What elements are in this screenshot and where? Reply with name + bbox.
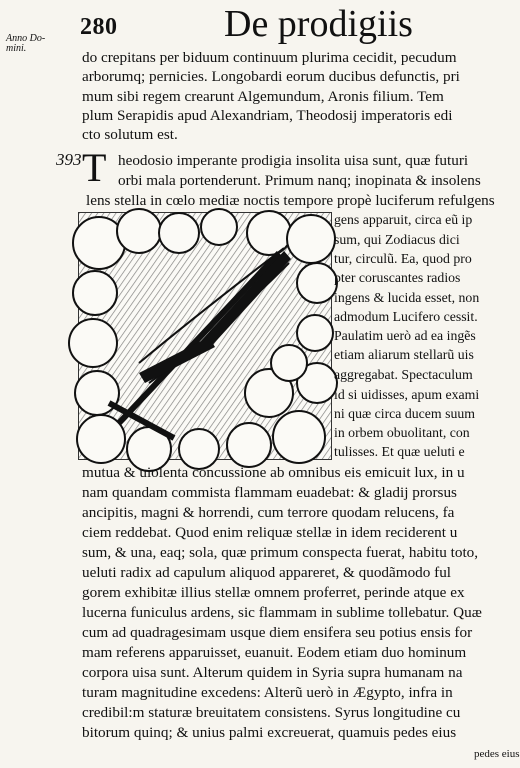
body-line: ueluti radix ad capulum aliquod appareret, & quodãmodo ful [82, 564, 452, 581]
body-line: mam referens apparuisset, euanuit. Eodem etiam duo hominum [82, 644, 467, 661]
body-line: tulisses. Et quæ ueluti e [334, 444, 465, 459]
body-line: ciem reddebat. Quod enim reliquæ stellæ in idem reciderent u [82, 524, 458, 541]
body-line: ingens & lucida esset, non [334, 290, 480, 305]
body-line: turam magnitudine excedens: Alterũ uerò in Ægypto, infra in [82, 684, 453, 701]
body-line: aggregabat. Spectaculum [334, 367, 473, 382]
body-line: heodosio imperante prodigia insolita uisa sunt, quæ futuri [118, 152, 469, 169]
section-number: 393 [56, 150, 82, 169]
body-line: arborumq; pernicies. Longobardi eorum ducibus defunctis, pri [82, 68, 460, 85]
body-line: in orbem obuolitant, con [334, 425, 470, 440]
body-line: do crepitans per biduum continuum plurima cecidit, pecudum [82, 49, 457, 66]
body-line: nam quandam commista flammam euadebat: & gladij prorsus [82, 484, 457, 501]
body-line: etiam aliarum stellarũ uis [334, 347, 474, 362]
body-line: pter coruscantes radios [334, 270, 461, 285]
body-line: mutua & uiolenta concussione ab omnibus eis emicuit lux, in u [82, 464, 465, 481]
body-line: sum, & una, eaq; sola, quæ primum conspecta fuerat, habitu toto, [82, 544, 479, 561]
running-head: De prodigiis [224, 3, 413, 45]
body-line: plum Serapidis apud Alexandriam, Theodosij imperatoris edi [82, 107, 453, 124]
body-line: cum ad quadragesimam usque diem ensifera seu potius ensis for [82, 624, 473, 641]
drop-capital: T [82, 145, 107, 190]
body-line: Paulatim uerò ad ea ingẽs [334, 328, 476, 343]
margin-note-anno-domini: Anno Do- mini. [6, 33, 46, 54]
body-line: corpora uisa sunt. Alterum quidem in Syria supra humanam na [82, 664, 463, 681]
body-line: sum, qui Zodiacus dici [334, 232, 460, 247]
body-line: gens apparuit, circa eũ ip [334, 212, 473, 227]
woodcut-comet-sword-illustration [78, 212, 332, 460]
body-line: bitorum quinq; & unius palmi excreuerat, quamuis pedes eius [82, 724, 457, 741]
woodcut-comet-sword-svg [79, 213, 331, 459]
body-line: id si uidisses, apum exami [334, 387, 480, 402]
catchword: pedes eius [474, 748, 520, 760]
body-line: admodum Lucifero cessit. [334, 309, 478, 324]
body-line: ni quæ circa ducem suum [334, 406, 476, 421]
body-line: mum sibi regem crearunt Algemundum, Aronis filium. Tem [82, 88, 444, 105]
body-line: gorem exhibitæ illius stellæ omnem proferret, perinde atque ex [82, 584, 465, 601]
body-line: cto solutum est. [82, 126, 178, 143]
body-line: ancipitis, magni & horrendi, cum terrore quodam relucens, fa [82, 504, 455, 521]
page-number: 280 [80, 14, 118, 40]
body-line: lucerna funiculus ardens, sic flammam in sublime tollebatur. Quæ [82, 604, 482, 621]
body-line: credibil:m staturæ breuitatem consistens. Syrus longitudine cu [82, 704, 461, 721]
body-line: lens stella in cœlo mediæ noctis tempore propè luciferum refulgens [86, 192, 495, 209]
body-line: tur, circulũ. Ea, quod pro [334, 251, 472, 266]
body-line: orbi mala portenderunt. Primum nanq; inopinata & insolens [118, 172, 481, 189]
